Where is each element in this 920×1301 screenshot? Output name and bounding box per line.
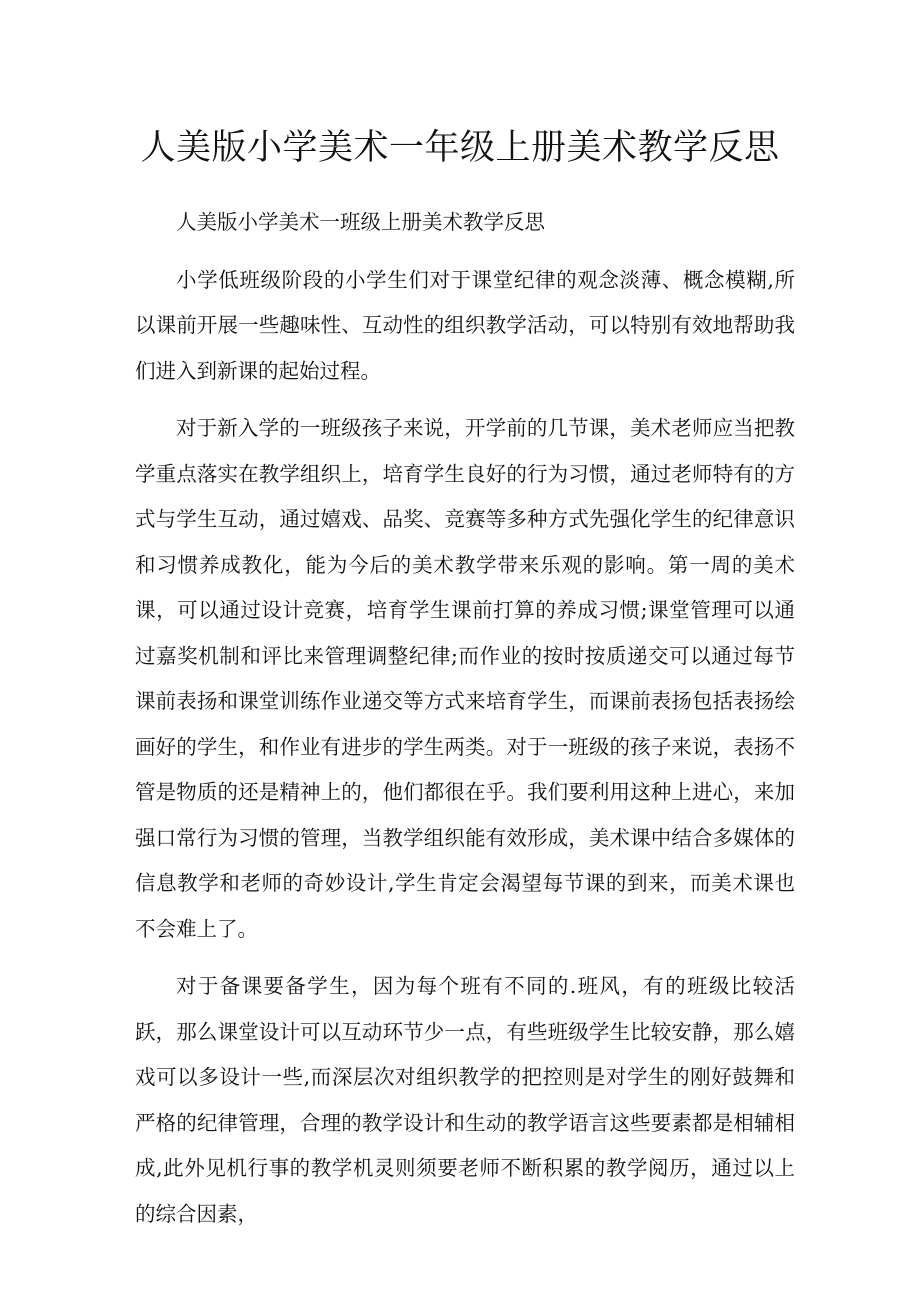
paragraph-3: 对于备课要备学生，因为每个班有不同的.班风，有的班级比较活跃，那么课堂设计可以互动环节少一点，有些班级学生比较安静，那么嬉戏可以多设计一些,而深层次对组织教学的把控则是对学生的刚好鼓舞和严格的纪律管理，合理的教学设计和生动的教学语言这些要素都是相辅相成,此外见机行事的教学机灵则须要老师不断积累的教学阅历，通过以上的综合因素， <box>135 974 795 1226</box>
paragraph-1: 小学低班级阶段的小学生们对于课堂纪律的观念淡薄、概念模糊,所以课前开展一些趣味性、互动性的组织教学活动，可以特别有效地帮助我们进入到新课的起始过程。 <box>135 267 795 383</box>
paragraph-2: 对于新入学的一班级孩子来说，开学前的几节课，美术老师应当把教学重点落实在教学组织上，培育学生良好的行为习惯，通过老师特有的方式与学生互动，通过嬉戏、品奖、竞赛等多种方式先强化学生的纪律意识和习惯养成教化，能为今后的美术教学带来乐观的影响。第一周的美术课，可以通过设计竞赛，培育学生课前打算的养成习惯;课堂管理可以通过嘉奖机制和评比来管理调整纪律;而作业的按时按质递交可以通过每节课前表扬和课堂训练作业递交等方式来培育学生，而课前表扬包括表扬绘画好的学生，和作业有进步的学生两类。对于一班级的孩子来说，表扬不管是物质的还是精神上的，他们都很在乎。我们要利用这种上进心，来加强口常行为习惯的管理，当教学组织能有效形成，美术课中结合多媒体的信息教学和老师的奇妙设计,学生肯定会渴望每节课的到来，而美术课也不会难上了。 <box>135 416 795 941</box>
paragraph-subtitle: 人美版小学美术一班级上册美术教学反思 <box>176 210 545 234</box>
document-body <box>135 200 795 1237</box>
document-title: 人美版小学美术一年级上册美术教学反思 <box>140 128 780 168</box>
